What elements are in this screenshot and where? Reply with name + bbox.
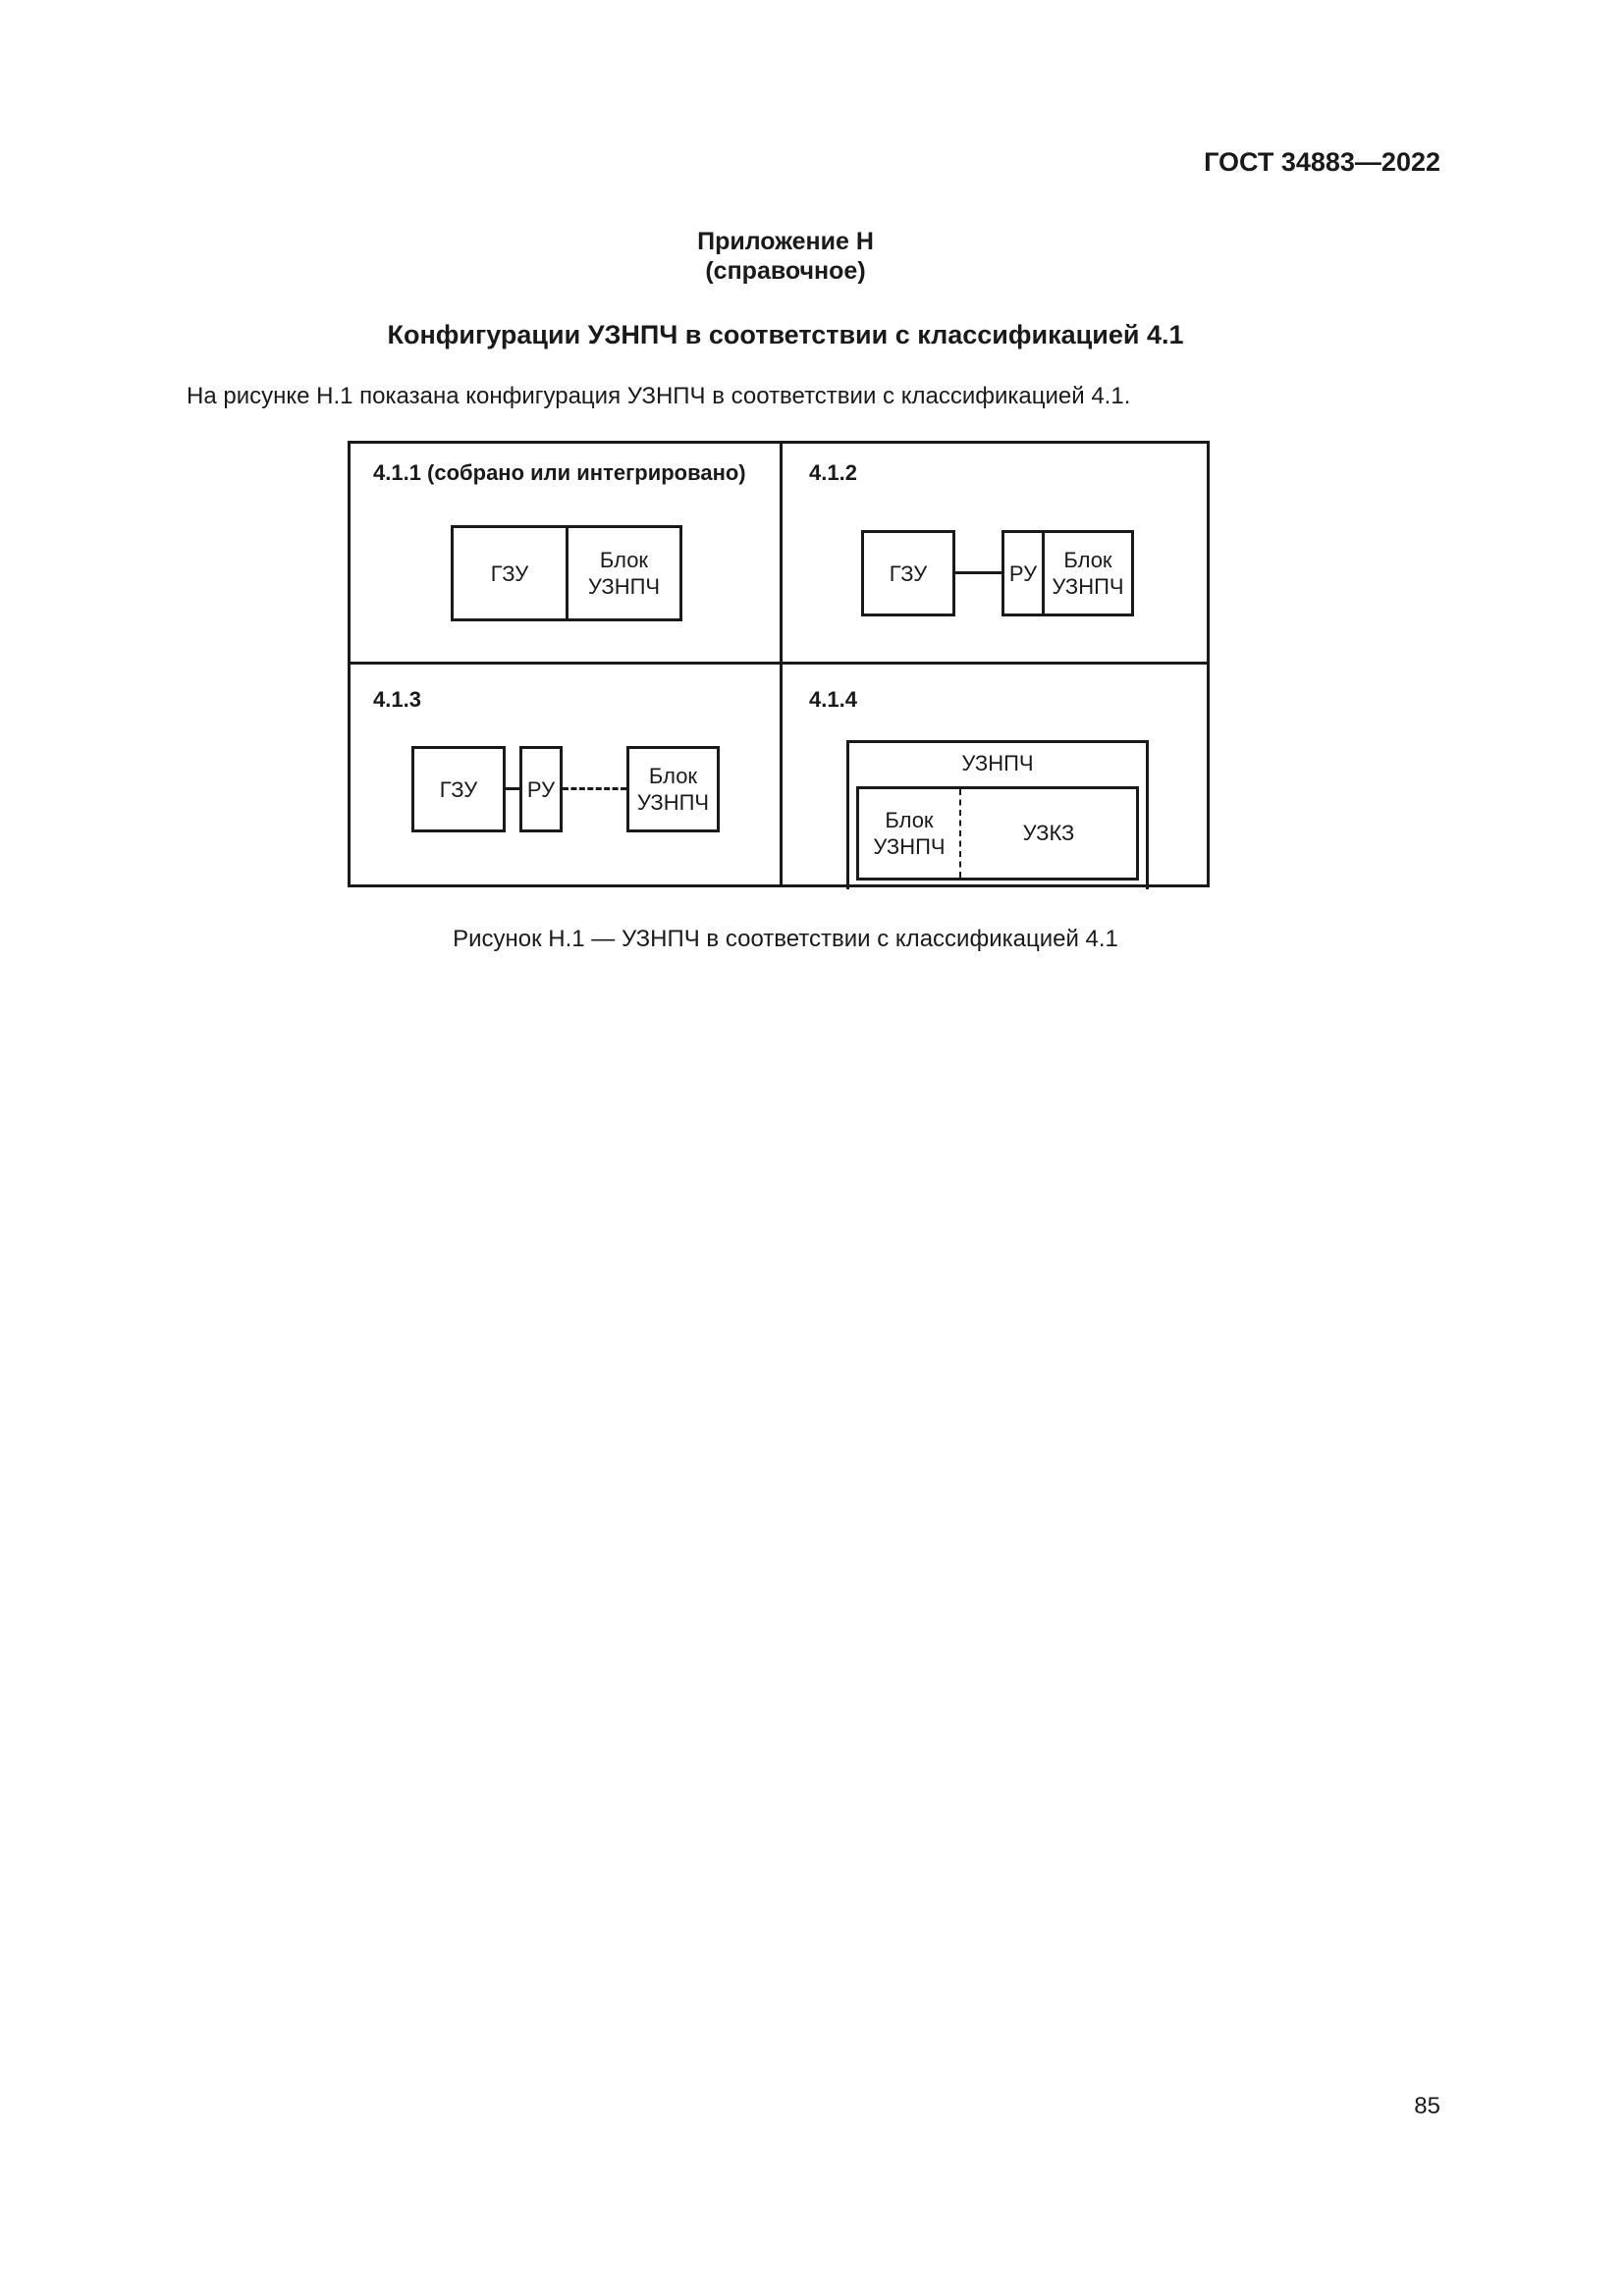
- figure-horizontal-divider: [351, 662, 1207, 665]
- figure-caption: Рисунок Н.1 — УЗНПЧ в соответствии с классификацией 4.1: [453, 926, 1118, 952]
- standard-code: ГОСТ 34883—2022: [1204, 147, 1440, 177]
- q3-connector-line: [506, 787, 519, 790]
- q4-uzkz-label: УЗКЗ: [1022, 821, 1075, 845]
- q4-inner-box: [856, 786, 1139, 881]
- q4-block-cell: [859, 789, 959, 878]
- q3-block-box: [626, 746, 720, 832]
- q2-connector-line: [955, 571, 1001, 574]
- appendix-note: (справочное): [705, 257, 866, 285]
- q2-label: 4.1.2: [809, 460, 857, 485]
- q3-gzu-label: ГЗУ: [439, 776, 478, 802]
- q3-dashed-connector: [563, 787, 626, 790]
- q2-gzu-label: ГЗУ: [889, 561, 928, 586]
- q3-ru-box: [519, 746, 563, 832]
- q2-gzu-box: [861, 530, 955, 616]
- q1-block-box: [566, 525, 682, 621]
- q2-ru-label: РУ: [1008, 561, 1038, 586]
- q2-ru-box: [1001, 530, 1045, 616]
- q2-block-label: Блок УЗНПЧ: [1052, 548, 1124, 599]
- page-number: 85: [1414, 2093, 1440, 2119]
- intro-paragraph: На рисунке Н.1 показана конфигурация УЗНПЧ в соответствии с классификацией 4.1.: [187, 383, 1131, 409]
- q4-uzkz-cell: [961, 789, 1136, 878]
- q1-block-label: Блок УЗНПЧ: [587, 548, 661, 599]
- q1-label: 4.1.1 (собрано или интегрировано): [373, 460, 746, 485]
- q4-block-label: Блок УЗНПЧ: [873, 808, 946, 859]
- q4-label: 4.1.4: [809, 687, 857, 712]
- configuration-figure: [348, 441, 1210, 887]
- q1-gzu-box: [451, 525, 568, 621]
- q3-gzu-box: [411, 746, 506, 832]
- q3-block-label: Блок УЗНПЧ: [636, 764, 710, 815]
- q1-gzu-label: ГЗУ: [490, 561, 529, 586]
- q3-label: 4.1.3: [373, 687, 421, 712]
- q4-outer-box: [846, 740, 1149, 889]
- q4-outer-label: УЗНПЧ: [961, 751, 1034, 775]
- q3-ru-label: РУ: [526, 776, 556, 802]
- appendix-title: Приложение Н: [697, 228, 874, 255]
- section-heading: Конфигурации УЗНПЧ в соответствии с классификацией 4.1: [387, 320, 1184, 349]
- q2-block-box: [1042, 530, 1134, 616]
